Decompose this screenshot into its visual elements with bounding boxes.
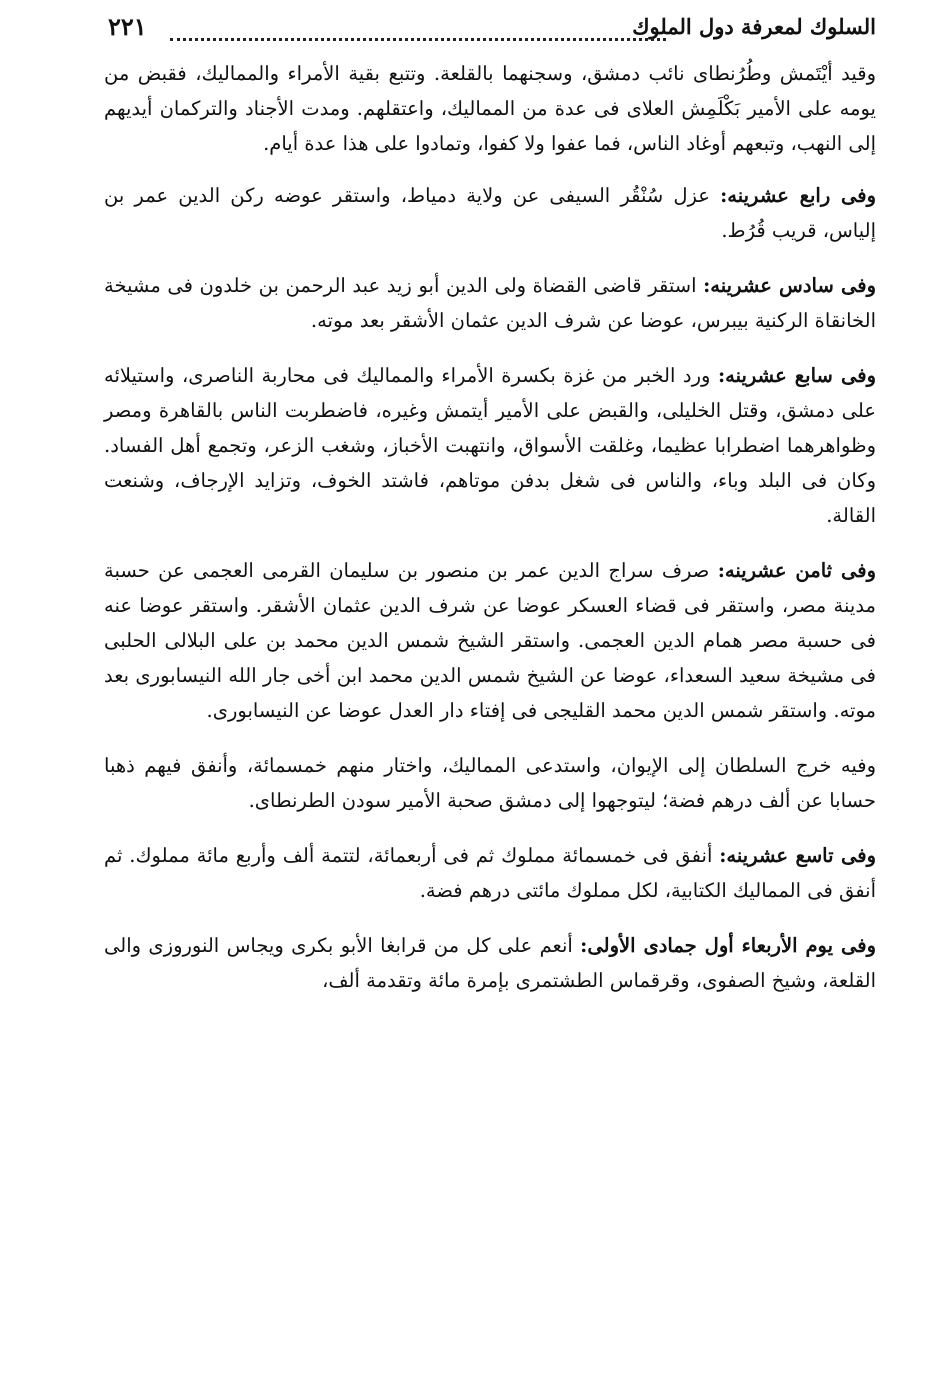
- paragraph-lead: وفى يوم الأربعاء أول جمادى الأولى:: [580, 934, 876, 957]
- paragraph: [104, 178, 876, 248]
- book-page: [104, 10, 876, 1018]
- paragraph: [104, 268, 876, 338]
- running-title: السلوك لمعرفة دول الملوك: [632, 14, 876, 39]
- paragraph-text: وفيه خرج السلطان إلى الإيوان، واستدعى المماليك، واختار منهم خمسمائة، وأنفق فيهم ذهبا حسابا عن ألف درهم فضة؛ ليتوجهوا إلى دمشق صحبة الأمير سودن الطرنطاى.: [104, 754, 876, 812]
- paragraph-lead: وفى رابع عشرينه:: [720, 184, 876, 207]
- paragraph: [104, 748, 876, 818]
- paragraph-lead: وفى سابع عشرينه:: [717, 364, 876, 387]
- paragraph-text: أنعم على كل من قرابغا الأبو بكرى ويجاس النوروزى والى القلعة، وشيخ الصفوى، وقرقماس الطشتمرى بإمرة مائة وتقدمة ألف،: [104, 934, 876, 992]
- paragraph: [104, 838, 876, 908]
- paragraph-text: أنفق فى خمسمائة مملوك ثم فى أربعمائة، لتتمة ألف وأربع مائة مملوك. ثم أنفق فى المماليك الكتابية، لكل مملوك مائتى درهم فضة.: [104, 844, 876, 902]
- paragraph-text: صرف سراج الدين عمر بن منصور بن سليمان القرمى العجمى عن حسبة مدينة مصر، واستقر فى قضاء العسكر عوضا عن شرف الدين عثمان الأشقر. واستقر عوضا عنه فى حسبة مصر همام الدين العجمى. واستقر الشيخ شمس الدين محمد بن على البلالى الحلبى فى مشيخة سعيد السعداء، عوضا عن الشيخ شمس الدين محمد ابن أخى جار الله النيسابورى بعد موته. واستقر شمس الدين محمد القليجى فى إفتاء دار العدل عوضا عن النيسابورى.: [104, 559, 876, 722]
- paragraph-lead: وفى سادس عشرينه:: [703, 274, 877, 297]
- paragraph-text: وقيد أيْتَمش وطُرُنطاى نائب دمشق، وسجنهما بالقلعة. وتتبع بقية الأمراء والمماليك، فقبض من يومه على الأمير بَكْلَمِش العلاى فى عدة من المماليك، واعتقلهم. ومدت الأجناد والتركمان أيديهم إلى النهب، وتبعهم أوغاد الناس، فما عفوا ولا كفوا، وتمادوا على هذا عدة أيام.: [104, 62, 876, 155]
- paragraph: [104, 56, 876, 161]
- page-number: ٢٢١: [108, 12, 147, 41]
- paragraph-text: عزل سُنْقُر السيفى عن ولاية دمياط، واستقر عوضه ركن الدين عمر بن إلياس، قريب قُرُط.: [104, 184, 876, 242]
- paragraph-lead: وفى تاسع عشرينه:: [719, 844, 876, 867]
- page-header: [104, 10, 876, 56]
- leader-dots: [170, 38, 666, 41]
- main-text: [104, 56, 876, 998]
- paragraph-lead: وفى ثامن عشرينه:: [717, 559, 876, 582]
- paragraph: [104, 358, 876, 533]
- paragraph: [104, 553, 876, 728]
- paragraph-text: استقر قاضى القضاة ولى الدين أبو زيد عبد الرحمن بن خلدون فى مشيخة الخانقاة الركنية بيبرس، عوضا عن شرف الدين عثمان الأشقر بعد موته.: [104, 274, 876, 332]
- paragraph-text: ورد الخبر من غزة بكسرة الأمراء والمماليك فى محاربة الناصرى، واستيلائه على دمشق، وقتل الخليلى، والقبض على الأمير أيتمش وغيره، فاضطربت الناس بالقاهرة ومصر وظواهرهما اضطرابا عظيما، وغلقت الأسواق، وانتهبت الأخباز، وشغب الزعر، وتجمع أهل الفساد. وكان فى البلد وباء، والناس فى شغل بدفن موتاهم، فاشتد الخوف، وتزايد الإرجاف، وشنعت القالة.: [104, 364, 876, 527]
- paragraph: [104, 928, 876, 998]
